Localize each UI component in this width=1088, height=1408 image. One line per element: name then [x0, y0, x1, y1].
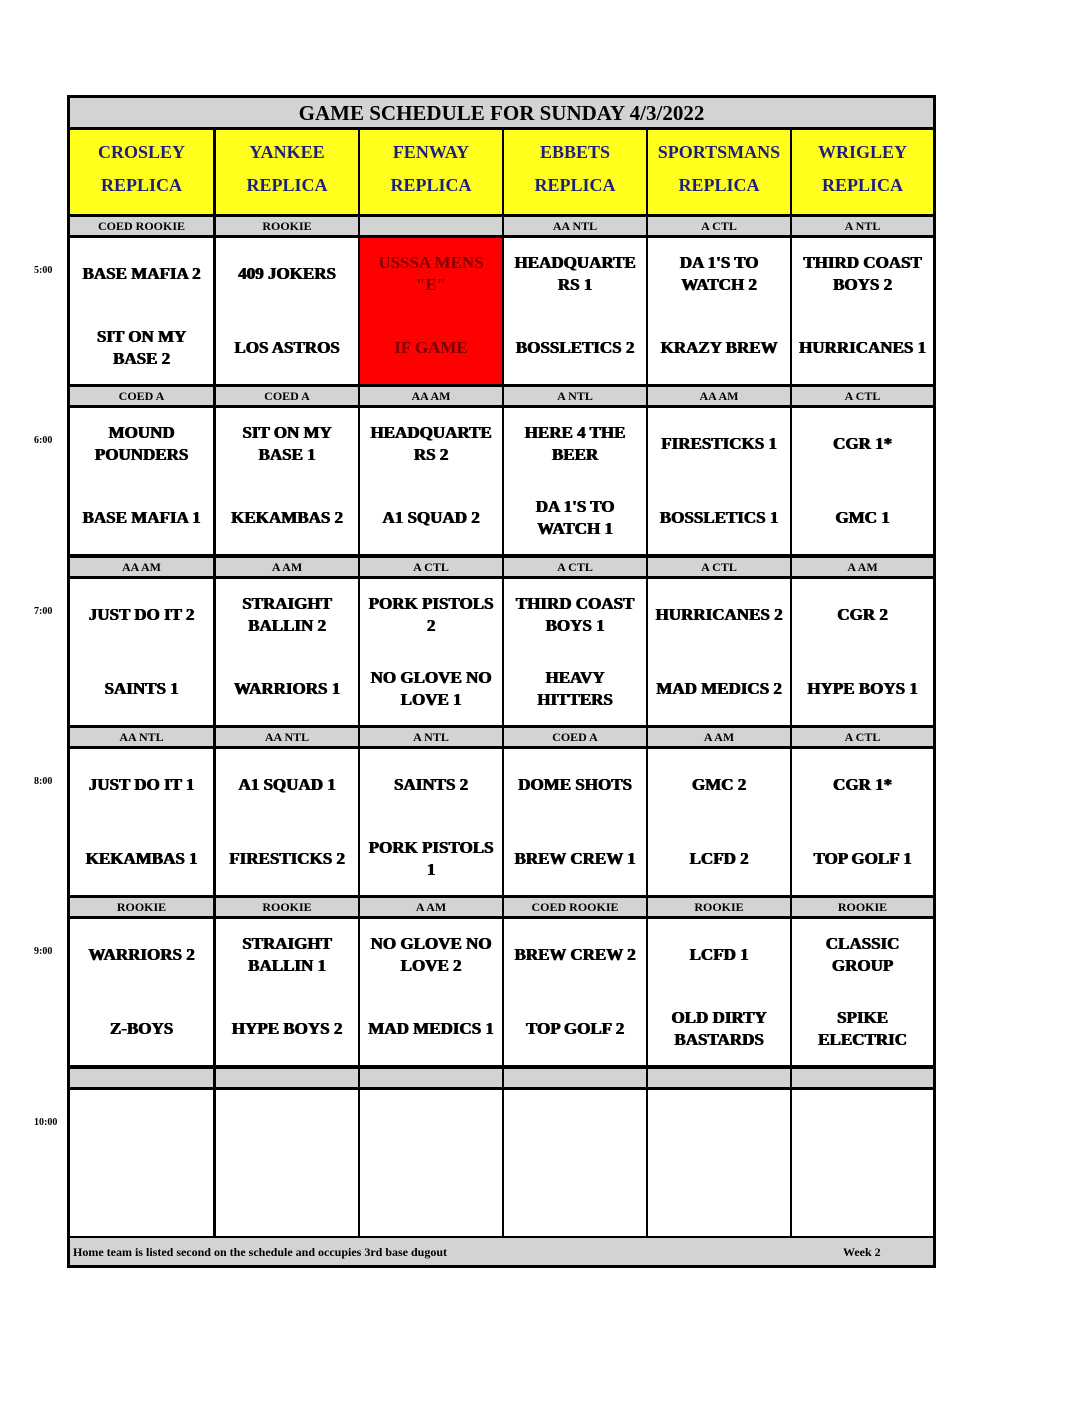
division-label	[792, 1069, 933, 1087]
away-team	[504, 416, 646, 472]
division-label: COED ROOKIE	[70, 217, 213, 235]
field-subname: REPLICA	[534, 175, 616, 195]
team-name: GMC 1	[835, 508, 890, 527]
away-team	[792, 416, 933, 472]
field-subname: REPLICA	[390, 175, 472, 195]
team-name: NO GLOVE NO LOVE 1	[370, 668, 492, 709]
division-label: ROOKIE	[792, 898, 933, 916]
team-name: BASE MAFIA 1	[82, 508, 201, 527]
home-team	[504, 661, 646, 717]
home-team	[216, 1172, 358, 1228]
division-label: AA AM	[70, 558, 213, 576]
team-name: A1 SQUAD 2	[382, 508, 480, 527]
home-team	[70, 1001, 213, 1057]
division-label: A NTL	[360, 728, 502, 746]
division-label: AA NTL	[504, 217, 646, 235]
team-name: MAD MEDICS 2	[656, 679, 782, 698]
home-team	[504, 1172, 646, 1228]
team-name: TOP GOLF 2	[525, 1019, 625, 1038]
division-label: A CTL	[648, 217, 790, 235]
division-label: ROOKIE	[70, 898, 213, 916]
away-team	[504, 1098, 646, 1154]
team-name: JUST DO IT 1	[88, 775, 195, 794]
game-cell[interactable]	[360, 238, 502, 384]
home-team	[792, 831, 933, 887]
team-name: CGR 1*	[832, 434, 893, 453]
game-cell[interactable]	[70, 919, 213, 1065]
team-name: SAINTS 1	[104, 679, 179, 698]
away-team	[648, 757, 790, 813]
game-cell[interactable]	[504, 919, 646, 1065]
field-subname: REPLICA	[678, 175, 760, 195]
division-label: A AM	[648, 728, 790, 746]
team-name: STRAIGHT BALLIN 1	[242, 934, 332, 975]
week-label: Week 2	[843, 1245, 881, 1259]
game-cell[interactable]	[216, 238, 358, 384]
game-cell[interactable]	[70, 238, 213, 384]
away-team	[70, 246, 213, 302]
game-cell[interactable]	[792, 408, 933, 554]
game-cell[interactable]	[360, 919, 502, 1065]
team-name: BREW CREW 2	[514, 945, 636, 964]
division-label: COED ROOKIE	[504, 898, 646, 916]
team-name: BOSSLETICS 1	[659, 508, 779, 527]
home-team	[504, 490, 646, 546]
game-cell[interactable]	[504, 749, 646, 895]
division-label: AA AM	[360, 387, 502, 405]
division-label: A NTL	[504, 387, 646, 405]
team-name: JUST DO IT 2	[88, 605, 195, 624]
away-team	[792, 587, 933, 643]
home-team	[216, 490, 358, 546]
home-team	[648, 320, 790, 376]
team-name: KEKAMBAS 2	[231, 508, 343, 527]
division-label	[504, 1069, 646, 1087]
team-name: WARRIORS 2	[88, 945, 195, 964]
team-name: HEADQUARTE RS 2	[370, 423, 492, 464]
game-cell[interactable]	[216, 408, 358, 554]
team-name: LCFD 1	[689, 945, 749, 964]
away-team	[360, 246, 502, 302]
division-label: COED A	[504, 728, 646, 746]
team-name: TOP GOLF 1	[813, 849, 912, 868]
division-label: A AM	[216, 558, 358, 576]
home-team	[648, 831, 790, 887]
team-name: HEAVY HITTERS	[537, 668, 613, 709]
division-label: AA AM	[648, 387, 790, 405]
away-team	[648, 927, 790, 983]
team-name: DA 1'S TO WATCH 2	[679, 253, 759, 294]
team-name: BREW CREW 1	[514, 849, 636, 868]
home-team	[360, 661, 502, 717]
game-cell[interactable]	[792, 579, 933, 725]
away-team	[360, 587, 502, 643]
away-team	[360, 927, 502, 983]
field-header-yankee	[216, 130, 358, 214]
away-team	[70, 416, 213, 472]
away-team	[504, 246, 646, 302]
game-cell[interactable]	[216, 749, 358, 895]
division-label: A AM	[360, 898, 502, 916]
away-team	[648, 416, 790, 472]
field-subname: REPLICA	[246, 175, 328, 195]
field-header-sportsmans	[648, 130, 790, 214]
home-team	[70, 661, 213, 717]
division-label: A NTL	[792, 217, 933, 235]
footer-bar	[70, 1238, 933, 1265]
home-team	[792, 1172, 933, 1228]
home-team	[216, 1001, 358, 1057]
game-cell[interactable]	[216, 579, 358, 725]
game-cell[interactable]	[360, 749, 502, 895]
game-cell[interactable]	[70, 1090, 213, 1236]
division-label: ROOKIE	[216, 898, 358, 916]
game-cell[interactable]	[648, 238, 790, 384]
team-name: HEADQUARTE RS 1	[514, 253, 636, 294]
away-team	[70, 587, 213, 643]
game-cell[interactable]	[360, 1090, 502, 1236]
game-cell[interactable]	[360, 579, 502, 725]
home-team	[792, 1001, 933, 1057]
field-name: CROSLEY	[97, 142, 186, 162]
team-name: Z-BOYS	[109, 1019, 174, 1038]
away-team	[792, 1098, 933, 1154]
away-team	[504, 927, 646, 983]
home-team	[216, 661, 358, 717]
home-team	[648, 661, 790, 717]
division-label: AA NTL	[70, 728, 213, 746]
team-name: FIRESTICKS 1	[661, 434, 777, 453]
home-team	[648, 1001, 790, 1057]
time-label: 10:00	[34, 1117, 58, 1128]
division-label	[648, 1069, 790, 1087]
field-header-ebbets	[504, 130, 646, 214]
team-name: HERE 4 THE BEER	[524, 423, 626, 464]
game-cell[interactable]	[792, 749, 933, 895]
game-cell[interactable]	[504, 1090, 646, 1236]
division-label	[360, 1069, 502, 1087]
team-name: NO GLOVE NO LOVE 2	[370, 934, 492, 975]
home-team	[70, 490, 213, 546]
field-name: EBBETS	[539, 142, 611, 162]
game-cell[interactable]	[504, 579, 646, 725]
away-team	[648, 1098, 790, 1154]
game-cell[interactable]	[648, 408, 790, 554]
schedule-title: GAME SCHEDULE FOR SUNDAY 4/3/2022	[70, 98, 933, 127]
team-name: FIRESTICKS 2	[229, 849, 345, 868]
home-team-note: Home team is listed second on the schedule and occupies 3rd base dugout	[73, 1245, 448, 1259]
field-header-wrigley	[792, 130, 933, 214]
team-name: HURRICANES 1	[798, 338, 927, 357]
team-name: SPIKE ELECTRIC	[818, 1008, 907, 1049]
home-team	[360, 490, 502, 546]
game-cell[interactable]	[504, 238, 646, 384]
away-team	[504, 587, 646, 643]
division-label	[360, 217, 502, 235]
team-name: HYPE BOYS 1	[807, 679, 918, 698]
away-team	[216, 416, 358, 472]
time-label: 5:00	[34, 265, 53, 276]
away-team	[792, 927, 933, 983]
team-name: HURRICANES 2	[655, 605, 783, 624]
away-team	[216, 246, 358, 302]
field-subname: REPLICA	[821, 175, 903, 195]
division-label: ROOKIE	[648, 898, 790, 916]
game-cell[interactable]	[648, 749, 790, 895]
home-team	[504, 831, 646, 887]
division-label: A AM	[792, 558, 933, 576]
field-header-fenway	[360, 130, 502, 214]
home-team	[504, 320, 646, 376]
team-name: HYPE BOYS 2	[231, 1019, 343, 1038]
team-name: CLASSIC GROUP	[825, 934, 900, 975]
field-name: FENWAY	[392, 142, 470, 162]
away-team	[216, 1098, 358, 1154]
division-label: A CTL	[792, 728, 933, 746]
game-cell[interactable]	[360, 408, 502, 554]
team-name: CGR 1*	[832, 775, 893, 794]
game-cell[interactable]	[70, 749, 213, 895]
home-team	[360, 320, 502, 376]
team-name: IF GAME	[394, 338, 468, 357]
away-team	[504, 757, 646, 813]
field-name: YANKEE	[249, 142, 325, 162]
away-team	[792, 757, 933, 813]
team-name: SAINTS 2	[393, 775, 469, 794]
home-team	[216, 831, 358, 887]
team-name: DOME SHOTS	[518, 775, 632, 794]
game-cell[interactable]	[792, 1090, 933, 1236]
away-team	[648, 587, 790, 643]
away-team	[216, 757, 358, 813]
home-team	[504, 1001, 646, 1057]
team-name: KEKAMBAS 1	[85, 849, 198, 868]
away-team	[70, 1098, 213, 1154]
time-label: 9:00	[34, 946, 53, 957]
away-team	[360, 1098, 502, 1154]
away-team	[360, 416, 502, 472]
game-cell[interactable]	[792, 919, 933, 1065]
division-label	[216, 1069, 358, 1087]
away-team	[70, 757, 213, 813]
team-name: THIRD COAST BOYS 2	[803, 253, 922, 294]
team-name: 409 JOKERS	[238, 264, 336, 283]
division-label: ROOKIE	[216, 217, 358, 235]
team-name: PORK PISTOLS 2	[368, 594, 494, 635]
game-cell[interactable]	[216, 1090, 358, 1236]
team-name: DA 1'S TO WATCH 1	[535, 497, 615, 538]
division-label: A CTL	[504, 558, 646, 576]
field-subname: REPLICA	[100, 175, 182, 195]
home-team	[360, 831, 502, 887]
home-team	[360, 1172, 502, 1228]
home-team	[70, 1172, 213, 1228]
home-team	[792, 490, 933, 546]
team-name: SIT ON MY BASE 1	[242, 423, 332, 464]
team-name: GMC 2	[691, 775, 747, 794]
game-cell[interactable]	[648, 919, 790, 1065]
time-label: 7:00	[34, 606, 53, 617]
time-label: 8:00	[34, 776, 53, 787]
home-team	[360, 1001, 502, 1057]
field-name: SPORTSMANS	[657, 142, 781, 162]
division-label: COED A	[70, 387, 213, 405]
field-header-crosley	[70, 130, 213, 214]
game-cell[interactable]	[70, 408, 213, 554]
time-label: 6:00	[34, 435, 53, 446]
away-team	[70, 927, 213, 983]
team-name: USSSA MENS "E"	[378, 253, 484, 294]
team-name: LCFD 2	[689, 849, 749, 868]
away-team	[792, 246, 933, 302]
home-team	[792, 320, 933, 376]
team-name: MOUND POUNDERS	[94, 423, 189, 464]
home-team	[216, 320, 358, 376]
division-label: A CTL	[792, 387, 933, 405]
team-name: A1 SQUAD 1	[238, 775, 336, 794]
away-team	[648, 246, 790, 302]
team-name: KRAZY BREW	[660, 338, 778, 357]
team-name: STRAIGHT BALLIN 2	[242, 594, 332, 635]
away-team	[360, 757, 502, 813]
division-label: AA NTL	[216, 728, 358, 746]
field-name: WRIGLEY	[817, 142, 907, 162]
home-team	[648, 1172, 790, 1228]
division-label: COED A	[216, 387, 358, 405]
game-cell[interactable]	[648, 1090, 790, 1236]
division-label: A CTL	[360, 558, 502, 576]
game-cell[interactable]	[216, 919, 358, 1065]
home-team	[70, 831, 213, 887]
schedule-sheet	[67, 95, 936, 1268]
team-name: BOSSLETICS 2	[515, 338, 635, 357]
away-team	[216, 587, 358, 643]
game-cell[interactable]	[792, 238, 933, 384]
game-cell[interactable]	[504, 408, 646, 554]
team-name: MAD MEDICS 1	[368, 1019, 494, 1038]
team-name: BASE MAFIA 2	[82, 264, 201, 283]
team-name: THIRD COAST BOYS 1	[515, 594, 635, 635]
team-name: WARRIORS 1	[233, 679, 341, 698]
team-name: SIT ON MY BASE 2	[96, 327, 187, 368]
team-name: LOS ASTROS	[234, 338, 340, 357]
team-name: OLD DIRTY BASTARDS	[671, 1008, 767, 1049]
game-cell[interactable]	[648, 579, 790, 725]
home-team	[792, 661, 933, 717]
division-label: A CTL	[648, 558, 790, 576]
team-name: CGR 2	[837, 605, 888, 624]
away-team	[216, 927, 358, 983]
game-cell[interactable]	[70, 579, 213, 725]
home-team	[648, 490, 790, 546]
division-label	[70, 1069, 213, 1087]
home-team	[70, 320, 213, 376]
team-name: PORK PISTOLS 1	[368, 838, 494, 879]
